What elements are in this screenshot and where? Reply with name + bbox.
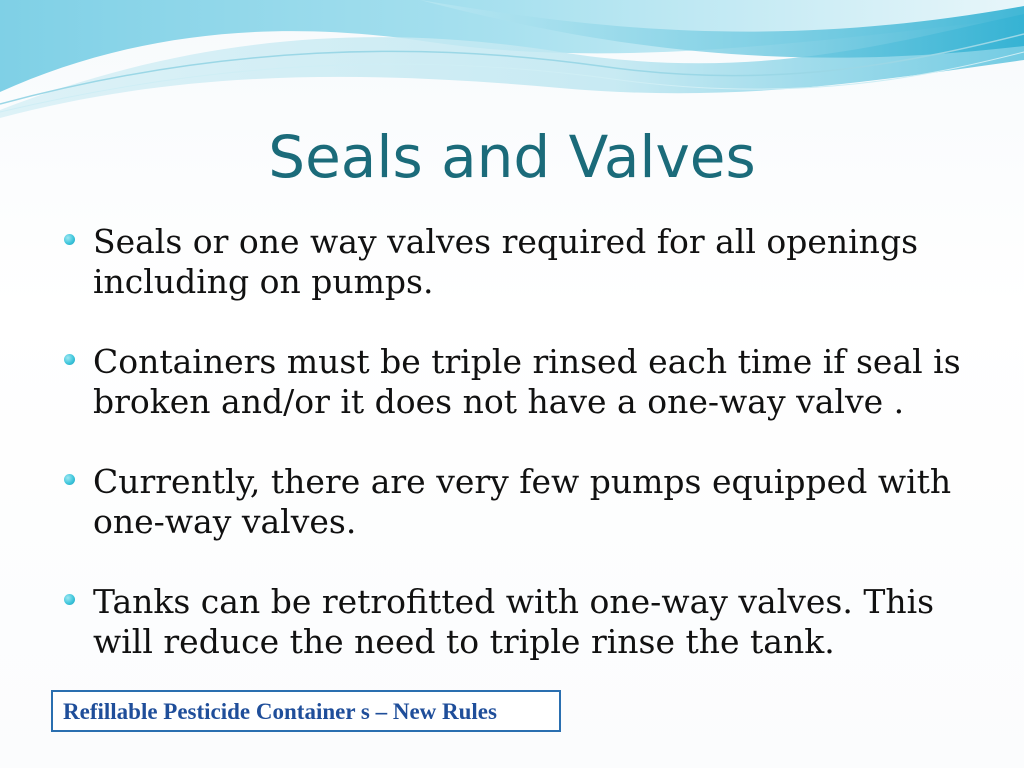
bullet-dot-icon [64, 474, 75, 485]
bullet-text: Seals or one way valves required for all openings including on pumps. [93, 222, 918, 301]
bullet-item [62, 342, 982, 422]
bullet-item [62, 582, 982, 662]
bullet-dot-icon [64, 594, 75, 605]
bullet-dot-icon [64, 234, 75, 245]
bullet-item [62, 462, 982, 542]
footer-label: Refillable Pesticide Container s – New Rules [63, 699, 497, 724]
bullet-text: Currently, there are very few pumps equipped with one-way valves. [93, 462, 952, 541]
bullet-text: Containers must be triple rinsed each time if seal is broken and/or it does not have a one-way valve . [93, 342, 961, 421]
bullet-text: Tanks can be retrofitted with one-way valves. This will reduce the need to triple rinse the tank. [93, 582, 935, 661]
footer-label-box [51, 690, 561, 732]
bullet-list [62, 222, 982, 702]
slide-title: Seals and Valves [268, 123, 756, 191]
bullet-dot-icon [64, 354, 75, 365]
bullet-item [62, 222, 982, 302]
header-wave-decoration [0, 0, 1024, 130]
